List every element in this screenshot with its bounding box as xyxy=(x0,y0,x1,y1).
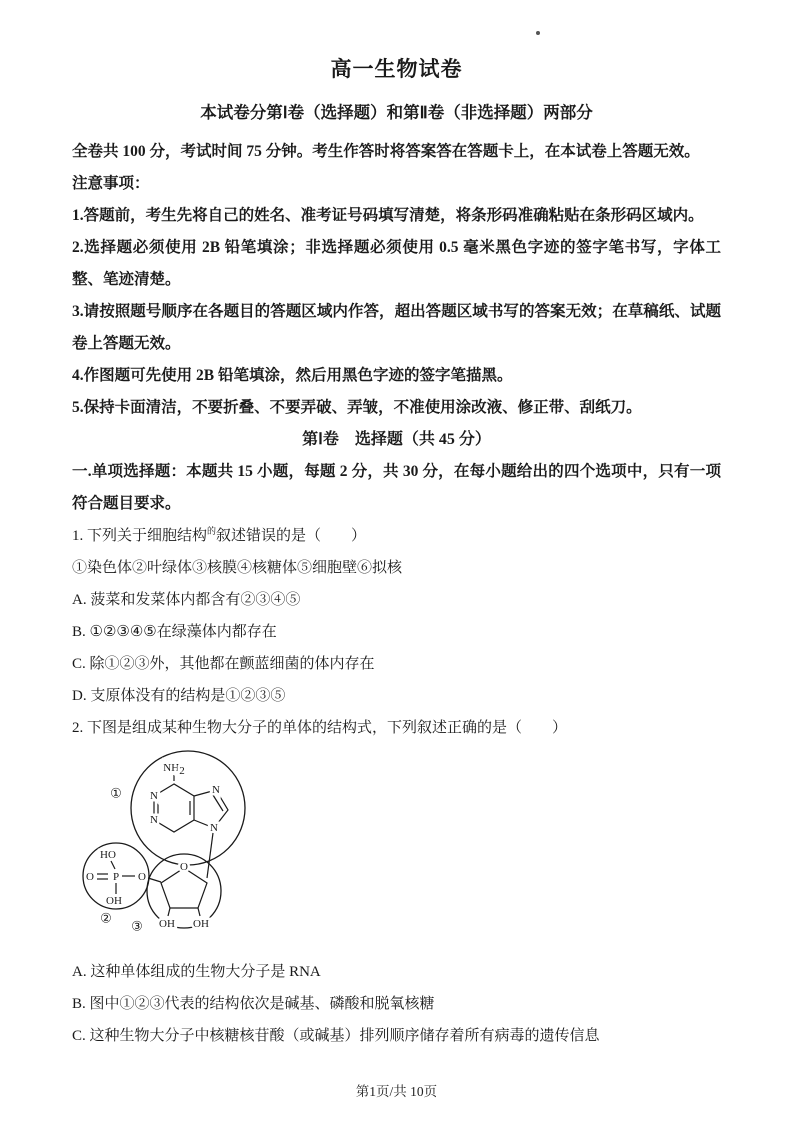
stray-mark xyxy=(536,31,540,35)
question-2-option-c: C. 这种生物大分子中核糖核苷酸（或碱基）排列顺序储存着所有病毒的遗传信息 xyxy=(72,1028,600,1044)
notice-item-4: 4.作图题可先使用 2B 铅笔填涂，然后用黑色字迹的签字笔描黑。 xyxy=(72,367,513,384)
nitrogen-atom-label: N xyxy=(150,790,158,802)
sugar-oh-right-label: OH xyxy=(193,918,209,930)
phosphate-o-right-label: O xyxy=(138,871,146,883)
question-1-stem-post: 叙述错误的是（ ） xyxy=(216,528,367,544)
question-1 xyxy=(72,520,721,712)
question-1-superscript: 的 xyxy=(207,526,217,536)
sugar-oh-left-label: OH xyxy=(159,918,175,930)
nitrogen-atom-label: N xyxy=(150,814,158,826)
question-1-option-a: A. 菠菜和发菜体内都含有②③④⑤ xyxy=(72,592,301,608)
part-1-heading: 一.单项选择题：本题共 15 小题，每题 2 分，共 30 分，在每小题给出的四个选项中，只有一项符合题目要求。 xyxy=(72,463,721,512)
glycosidic-bond xyxy=(207,833,213,878)
base-circle xyxy=(131,751,245,865)
page-title: 高一生物试卷 xyxy=(330,57,463,81)
question-2-option-b: B. 图中①②③代表的结构依次是碱基、磷酸和脱氧核糖 xyxy=(72,996,435,1012)
phosphate-ho-label: HO xyxy=(100,849,116,861)
question-2-option-a: A. 这种单体组成的生物大分子是 RNA xyxy=(72,964,321,980)
phosphate-oh-label: OH xyxy=(106,895,122,907)
callout-sugar: ③ xyxy=(131,918,143,934)
question-1-option-c: C. 除①②③外，其他都在颤蓝细菌的体内存在 xyxy=(72,656,375,672)
question-1-stem xyxy=(72,520,721,552)
question-1-stem-pre: 1. 下列关于细胞结构 xyxy=(72,528,208,544)
callout-base: ① xyxy=(110,785,122,801)
nitrogen-atom-label: N xyxy=(212,784,220,796)
notice-item-1: 1.答题前，考生先将自己的姓名、准考证号码填写清楚，将条形码准确粘贴在条形码区域内。 xyxy=(72,207,704,224)
nucleotide-structure-svg xyxy=(76,748,341,948)
page-footer: 第1页/共 10页 xyxy=(355,1084,438,1099)
question-1-items: ①染色体②叶绿体③核膜④核糖体⑤细胞壁⑥拟核 xyxy=(72,560,403,576)
notice-heading: 注意事项： xyxy=(72,175,150,192)
notice-item-5: 5.保持卡面清洁，不要折叠、不要弄破、弄皱，不准使用涂改液、修正带、刮纸刀。 xyxy=(72,399,642,416)
phosphate-o-left-label: O xyxy=(86,871,94,883)
nucleotide-structure-diagram xyxy=(76,748,341,948)
phosphate-bonds xyxy=(97,861,161,894)
nitrogen-atom-label: N xyxy=(210,822,218,834)
sugar-ring-oxygen-label: O xyxy=(180,861,188,873)
question-2 xyxy=(72,712,721,1052)
question-2-stem: 2. 下图是组成某种生物大分子的单体的结构式，下列叙述正确的是（ ） xyxy=(72,720,568,736)
phosphate-p-label: P xyxy=(112,871,120,883)
question-1-option-b: B. ①②③④⑤在绿藻体内都存在 xyxy=(72,624,277,640)
sugar-ring-skeleton xyxy=(161,868,207,916)
notice-item-3: 3.请按照题号顺序在各题目的答题区域内作答，超出答题区域书写的答案无效；在草稿纸、试题卷上答题无效。 xyxy=(72,303,721,352)
instructions-block xyxy=(72,136,721,424)
callout-phosphate: ② xyxy=(100,910,112,926)
section-1-heading: 第Ⅰ卷 选择题（共 45 分） xyxy=(302,431,491,448)
intro-text: 全卷共 100 分，考试时间 75 分钟。考生作答时将答案答在答题卡上，在本试卷上答题无效。 xyxy=(72,143,700,160)
notice-item-2: 2.选择题必须使用 2B 铅笔填涂；非选择题必须使用 0.5 毫米黑色字迹的签字笔书写，字体工整、笔迹清楚。 xyxy=(72,239,721,288)
amine-group-label: NH2 xyxy=(163,762,185,777)
question-1-option-d: D. 支原体没有的结构是①②③⑤ xyxy=(72,688,286,704)
exam-subtitle: 本试卷分第Ⅰ卷（选择题）和第Ⅱ卷（非选择题）两部分 xyxy=(200,103,593,122)
